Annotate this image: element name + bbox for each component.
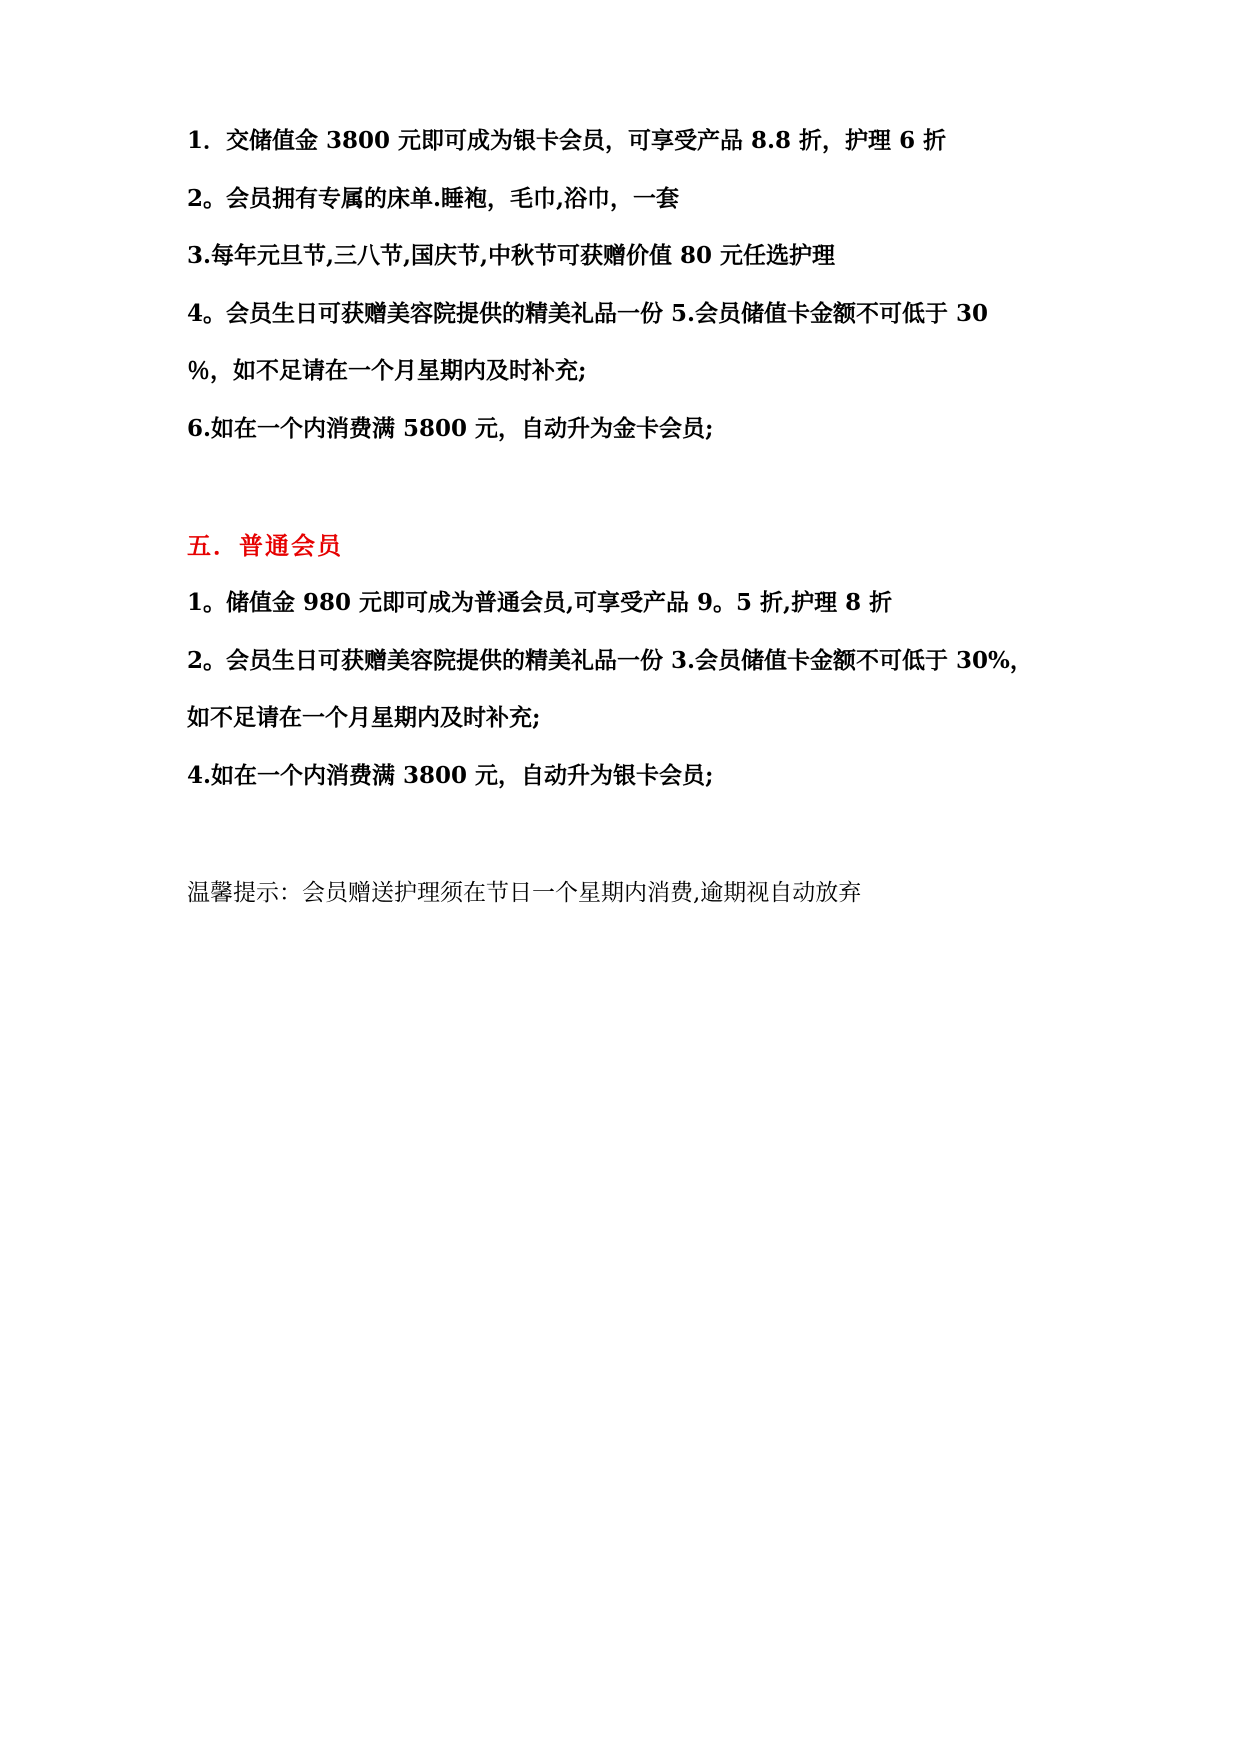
regular-member-heading: 五．普通会员 — [187, 531, 343, 560]
regular-item-2-continued: 如不足请在一个月星期内及时补充; — [187, 704, 541, 731]
silver-item-2: 2。会员拥有专属的床单.睡袍，毛巾,浴巾，一套 — [187, 185, 680, 212]
silver-item-4: 4。会员生日可获赠美容院提供的精美礼品一份 5.会员储值卡金额不可低于 30 — [187, 300, 989, 327]
warm-tip: 温馨提示：会员赠送护理须在节日一个星期内消费,逾期视自动放弃 — [187, 880, 862, 906]
silver-item-3: 3.每年元旦节,三八节,国庆节,中秋节可获赠价值 80 元任选护理 — [187, 242, 836, 269]
regular-item-4: 4.如在一个内消费满 3800 元，自动升为银卡会员; — [187, 762, 714, 789]
silver-item-4-continued: ％，如不足请在一个月星期内及时补充; — [187, 357, 587, 384]
silver-item-1: 1．交储值金 3800 元即可成为银卡会员，可享受产品 8.8 折，护理 6 折 — [187, 127, 947, 154]
silver-item-6: 6.如在一个内消费满 5800 元，自动升为金卡会员; — [187, 415, 714, 442]
regular-item-2: 2。会员生日可获赠美容院提供的精美礼品一份 3.会员储值卡金额不可低于 30%， — [187, 647, 1033, 674]
regular-item-1: 1。储值金 980 元即可成为普通会员,可享受产品 9。5 折,护理 8 折 — [187, 589, 893, 616]
